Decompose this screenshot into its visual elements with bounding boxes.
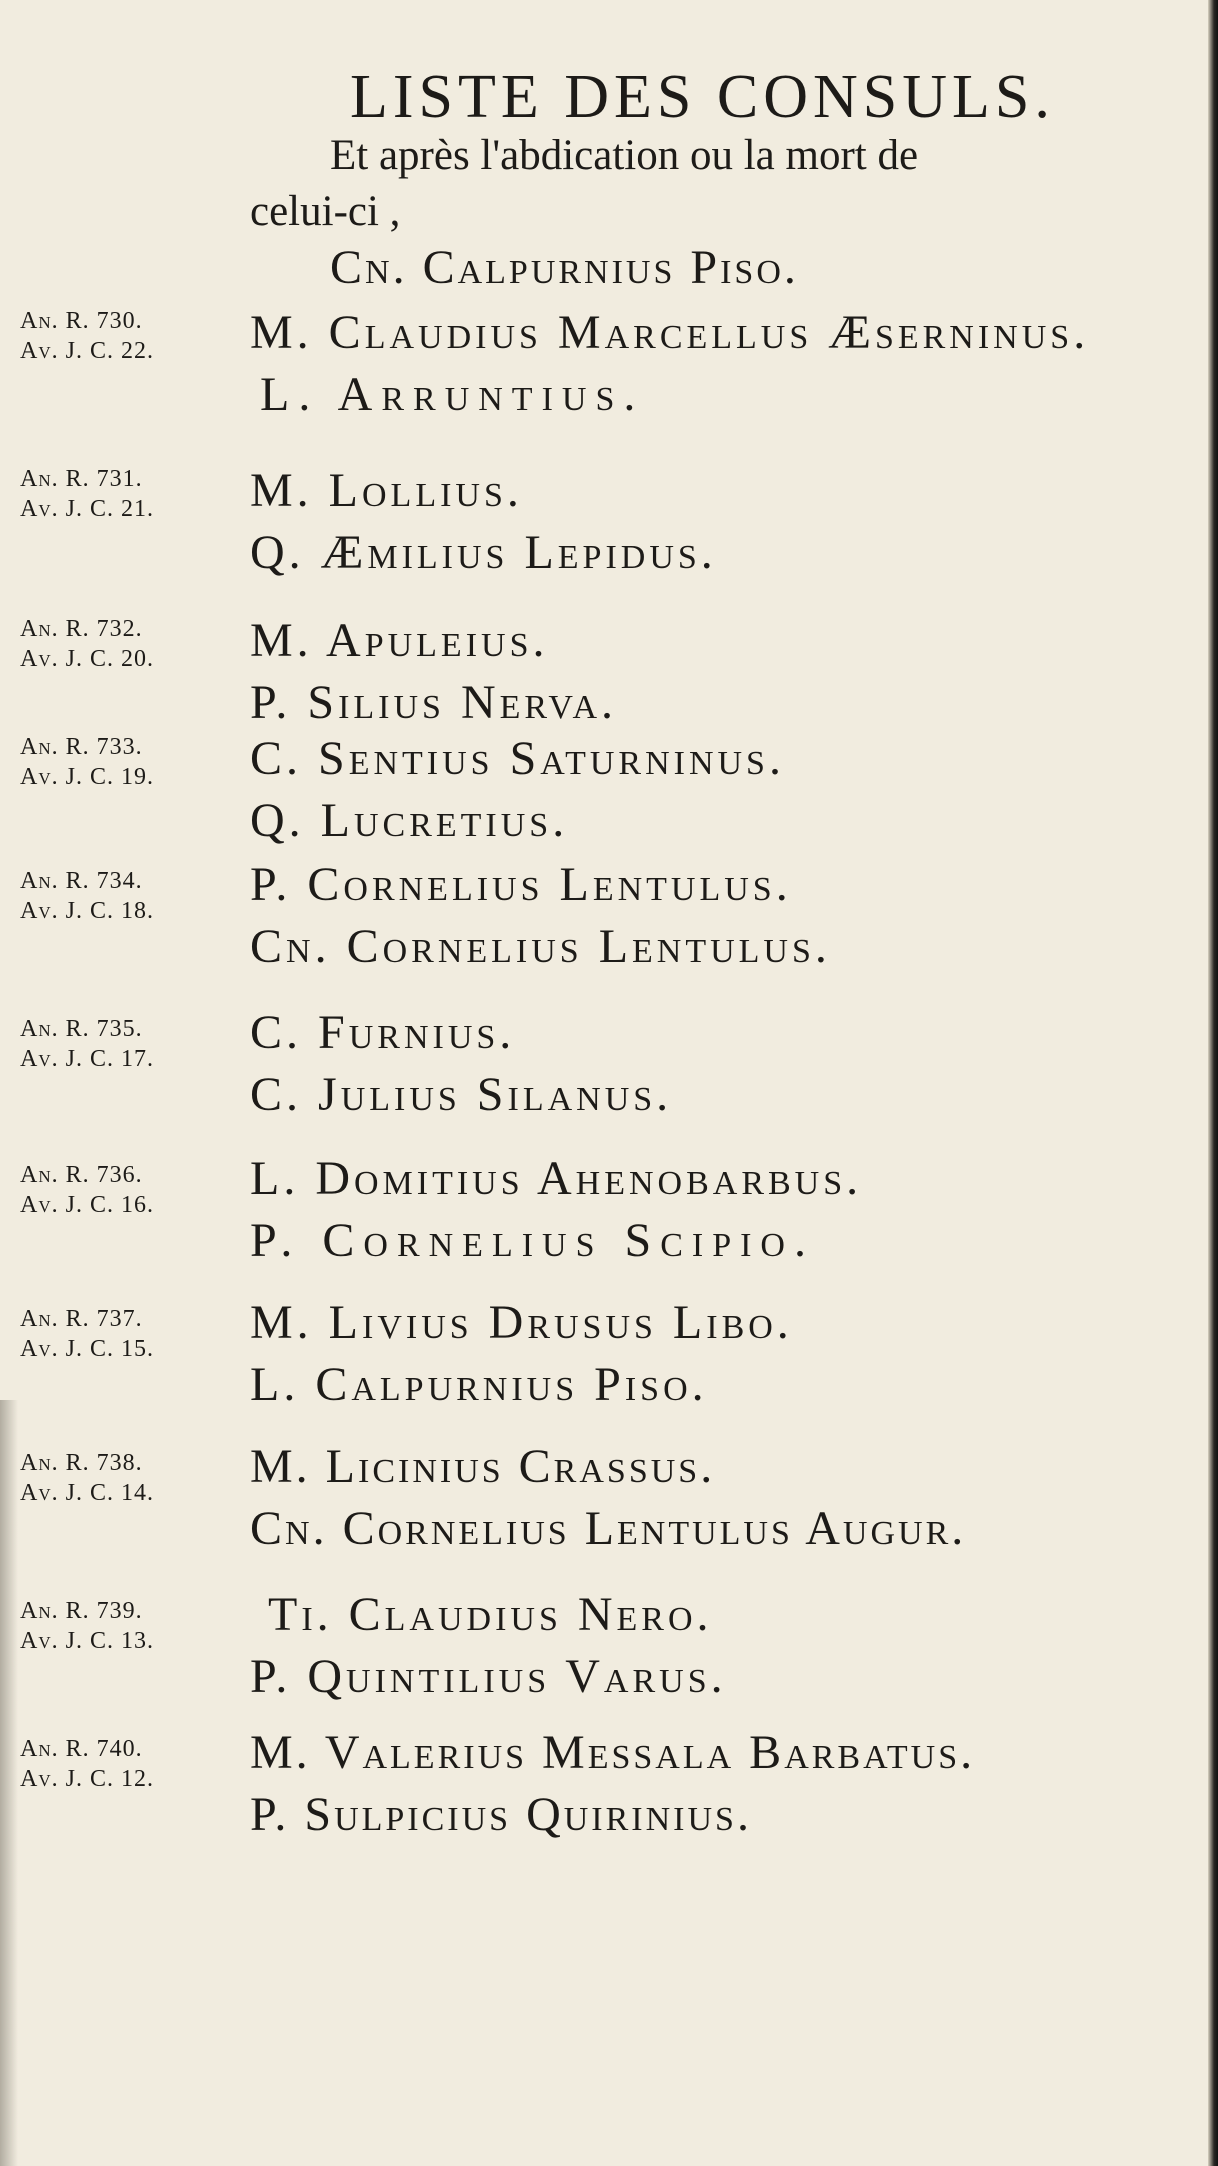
page-edge <box>1208 0 1218 2166</box>
intro-paragraph <box>250 128 1150 296</box>
year-of-rome: An. R. 738. <box>20 1450 143 1476</box>
year-of-rome: An. R. 732. <box>20 616 143 642</box>
consul-name: M. Valerius Messala Barbatus. <box>250 1726 976 1779</box>
binding-shadow <box>0 1400 18 2166</box>
consul-name: P. Cornelius Lentulus. <box>250 858 792 911</box>
consul-name: Q. Lucretius. <box>250 794 569 847</box>
consul-name: L. Domitius Ahenobarbus. <box>250 1152 863 1205</box>
date-column <box>20 1160 240 1220</box>
consul-name: L. Calpurnius Piso. <box>250 1358 708 1411</box>
year-of-rome: An. R. 734. <box>20 868 143 894</box>
year-of-rome: An. R. 736. <box>20 1162 143 1188</box>
consul-name: M. Apuleius. <box>250 614 549 667</box>
year-before-christ: Av. J. C. 12. <box>20 1766 154 1792</box>
consul-names <box>250 728 1200 852</box>
year-before-christ: Av. J. C. 14. <box>20 1480 154 1506</box>
year-of-rome: An. R. 740. <box>20 1736 143 1762</box>
date-column <box>20 1448 240 1508</box>
intro-line: Et après l'abdication ou la mort de <box>330 132 919 179</box>
consul-names <box>250 1002 1200 1126</box>
consul-name: Ti. Claudius Nero. <box>268 1588 713 1641</box>
year-of-rome: An. R. 731. <box>20 466 143 492</box>
consul-name: Cn. Cornelius Lentulus Augur. <box>250 1502 967 1555</box>
year-of-rome: An. R. 735. <box>20 1016 143 1042</box>
consul-name: Cn. Cornelius Lentulus. <box>250 920 831 973</box>
year-before-christ: Av. J. C. 15. <box>20 1336 154 1362</box>
date-column <box>20 614 240 674</box>
date-column <box>20 306 240 366</box>
year-of-rome: An. R. 737. <box>20 1306 143 1332</box>
consul-name: M. Claudius Marcellus Æserninus. <box>250 306 1090 359</box>
consul-name: M. Livius Drusus Libo. <box>250 1296 793 1349</box>
consul-names <box>250 460 1200 584</box>
consul-name: P. Silius Nerva. <box>250 676 618 729</box>
consul-names <box>250 1148 1200 1272</box>
consul-name: L. Arruntius. <box>260 368 645 421</box>
consul-names <box>250 1722 1200 1846</box>
year-before-christ: Av. J. C. 21. <box>20 496 154 522</box>
consul-names <box>250 1292 1200 1416</box>
year-before-christ: Av. J. C. 22. <box>20 338 154 364</box>
consul-name: P. Quintilius Varus. <box>250 1650 727 1703</box>
year-of-rome: An. R. 733. <box>20 734 143 760</box>
year-before-christ: Av. J. C. 20. <box>20 646 154 672</box>
consul-name: C. Sentius Saturninus. <box>250 732 785 785</box>
year-before-christ: Av. J. C. 18. <box>20 898 154 924</box>
consul-names <box>250 302 1200 426</box>
consul-name: P. Sulpicius Quirinius. <box>250 1788 752 1841</box>
consul-name: C. Julius Silanus. <box>250 1068 673 1121</box>
date-column <box>20 1596 240 1656</box>
date-column <box>20 1014 240 1074</box>
consul-names <box>250 854 1200 978</box>
consul-name: Q. Æmilius Lepidus. <box>250 526 717 579</box>
consul-names <box>250 1584 1200 1708</box>
date-column <box>20 732 240 792</box>
year-of-rome: An. R. 739. <box>20 1598 143 1624</box>
consul-names <box>250 610 1200 734</box>
page-title: LISTE DES CONSULS. <box>350 63 1055 131</box>
date-column <box>20 866 240 926</box>
consul-name: C. Furnius. <box>250 1006 516 1059</box>
consul-names <box>250 1436 1200 1560</box>
year-before-christ: Av. J. C. 13. <box>20 1628 154 1654</box>
intro-line: celui-ci , <box>250 188 401 235</box>
date-column <box>20 1304 240 1364</box>
date-column <box>20 1734 240 1794</box>
year-before-christ: Av. J. C. 17. <box>20 1046 154 1072</box>
consul-name: M. Lollius. <box>250 464 523 517</box>
intro-consul: Cn. Calpurnius Piso. <box>330 241 799 294</box>
year-before-christ: Av. J. C. 19. <box>20 764 154 790</box>
consul-name: M. Licinius Crassus. <box>250 1440 716 1493</box>
year-of-rome: An. R. 730. <box>20 308 143 334</box>
date-column <box>20 464 240 524</box>
year-before-christ: Av. J. C. 16. <box>20 1192 154 1218</box>
consul-name: P. Cornelius Scipio. <box>250 1214 815 1267</box>
